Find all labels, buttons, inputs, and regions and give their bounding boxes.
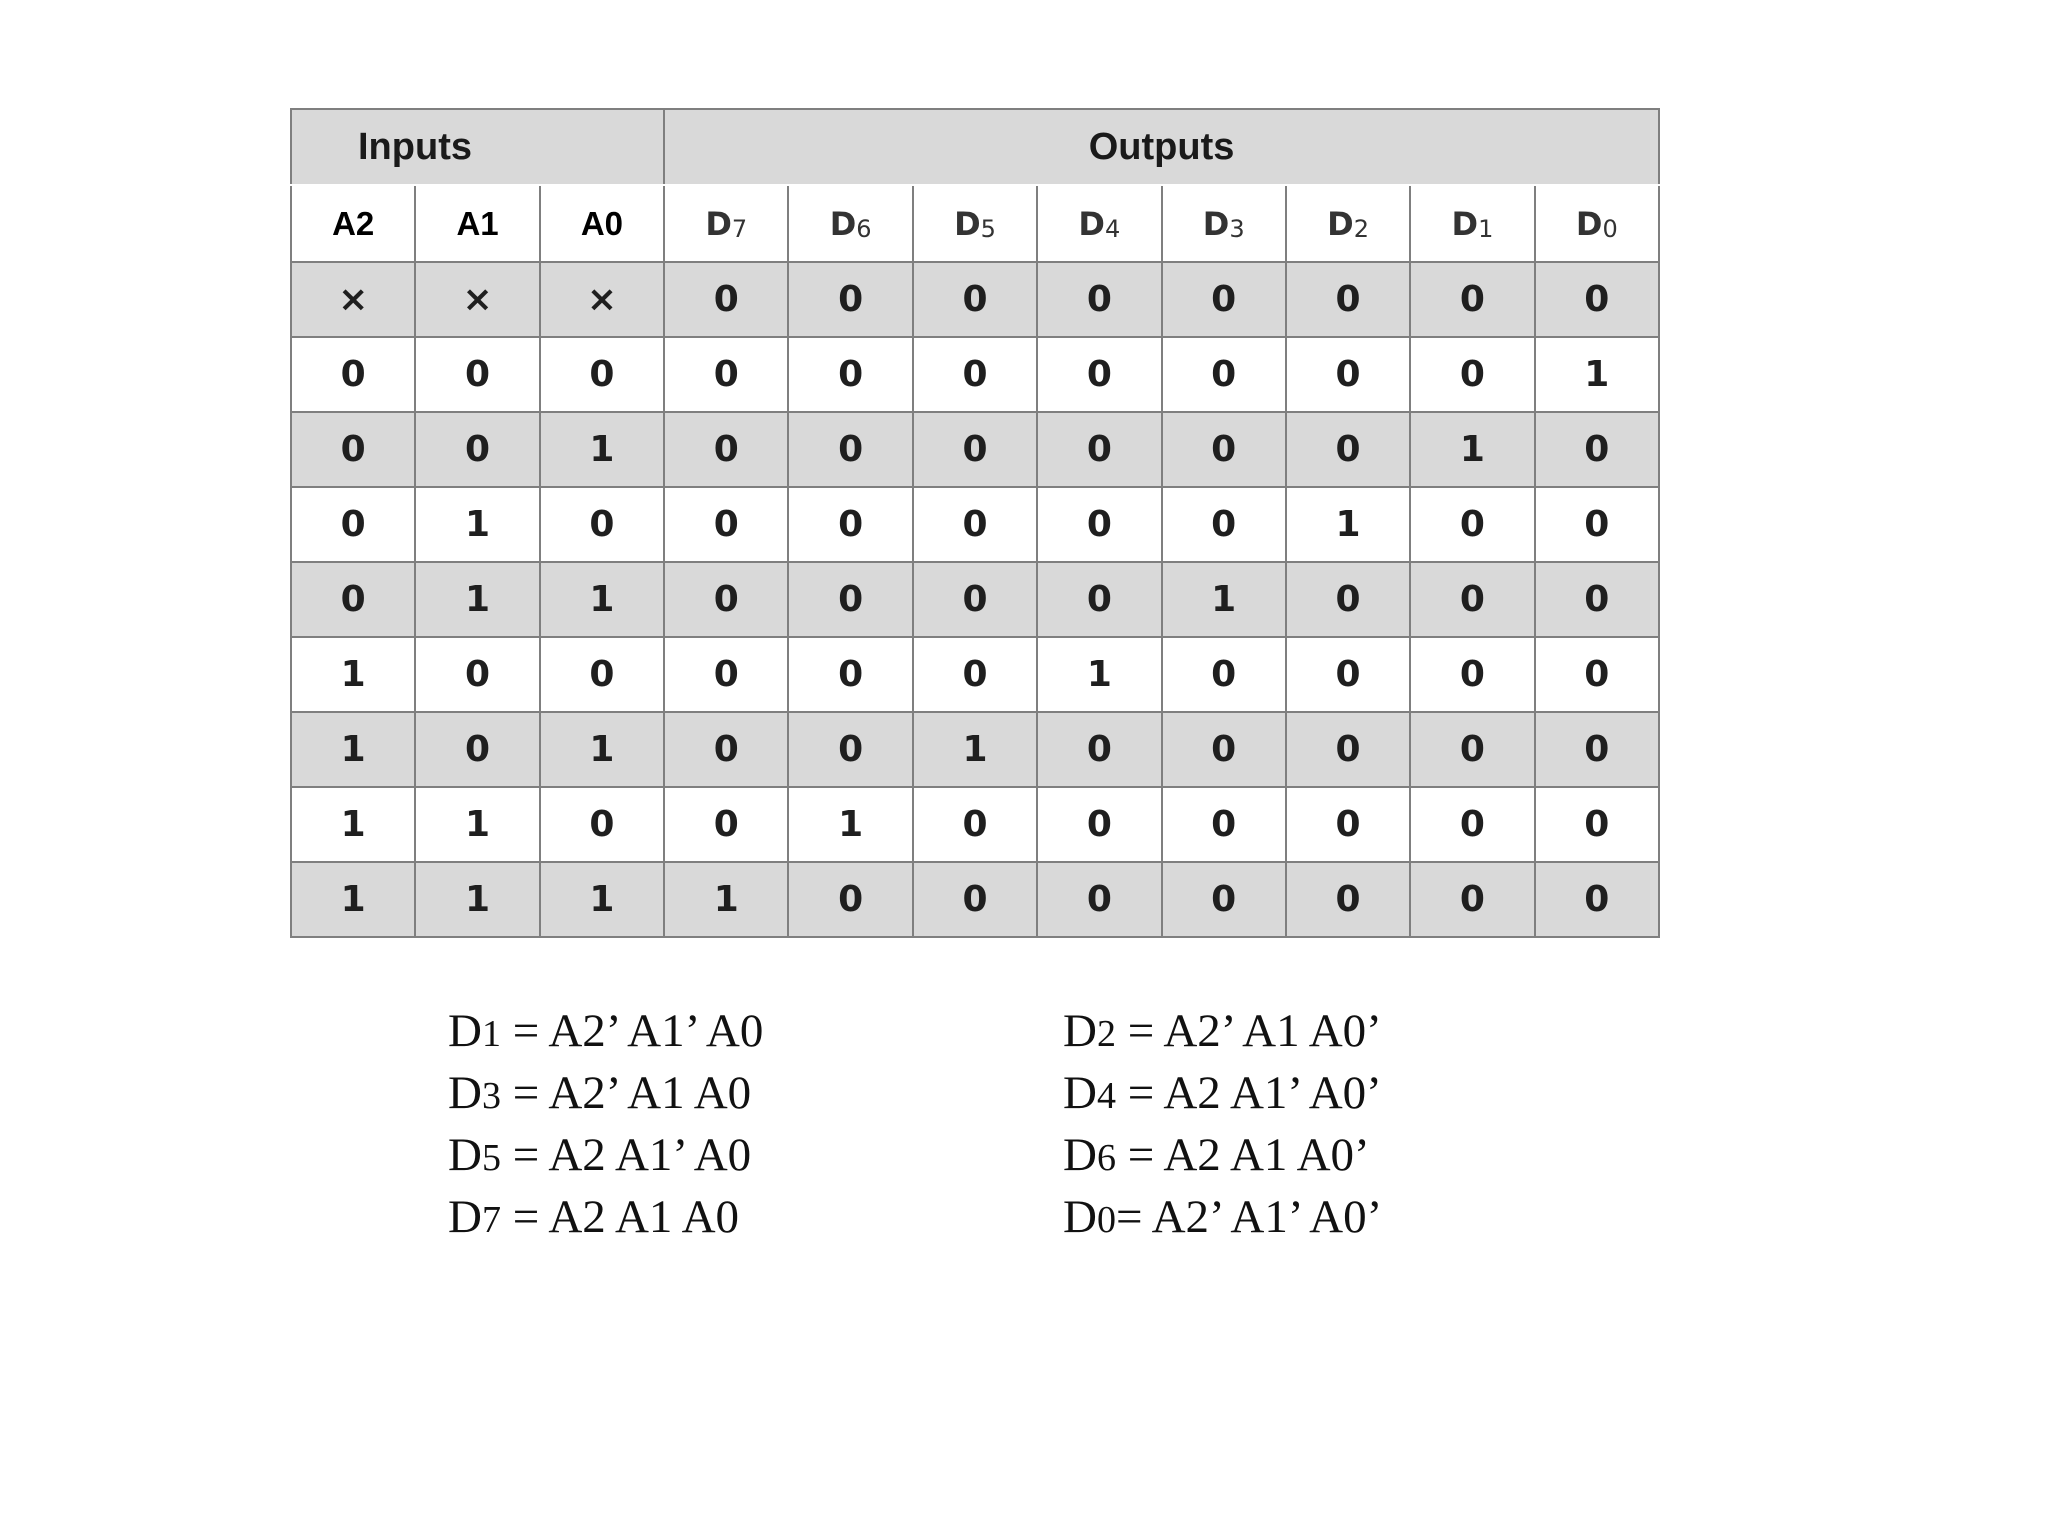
table-cell: 0 [1286,337,1410,412]
table-row [291,412,1659,487]
table-cell: 1 [540,562,664,637]
equation [1063,1124,1548,1186]
table-cell: 1 [1162,562,1286,637]
table-row [291,487,1659,562]
table-cell: 0 [913,862,1037,937]
table-cell: 0 [788,412,912,487]
table-cell: 0 [788,637,912,712]
equation-expression: = A2’ A1 A0 [500,1067,752,1119]
table-cell: 0 [1410,487,1534,562]
table-row [291,862,1659,937]
table-cell: 0 [1410,712,1534,787]
equation [448,1124,1063,1186]
table-cell: 0 [1162,712,1286,787]
column-header-a2: A2 [291,185,415,262]
decoder-truth-table [290,108,1660,938]
table-cell: × [291,262,415,337]
table-cell: 0 [291,562,415,637]
table-cell: 0 [664,262,788,337]
equation-output-letter: D [448,1191,482,1243]
equation-output-letter: D [448,1067,482,1119]
equation [1063,1186,1548,1248]
table-row [291,262,1659,337]
table-cell: 0 [415,712,539,787]
equation-output-index: 7 [481,1199,501,1241]
table-cell: 0 [1410,562,1534,637]
table-cell: × [415,262,539,337]
equation-output-index: 6 [1096,1137,1116,1179]
table-cell: 1 [540,712,664,787]
column-header-d6: D6 [788,185,912,262]
table-cell: 1 [291,862,415,937]
table-cell: 0 [1162,862,1286,937]
table-cell: 0 [788,487,912,562]
table-cell: 0 [1037,337,1161,412]
table-cell: 0 [1037,412,1161,487]
equation-expression: = A2 A1’ A0 [500,1129,752,1181]
column-header-row [291,185,1659,262]
equation-output-letter: D [1063,1129,1097,1181]
equation-expression: = A2 A1 A0 [500,1191,740,1243]
table-cell: 0 [913,412,1037,487]
equation [448,1186,1063,1248]
column-header-d4: D4 [1037,185,1161,262]
table-cell: 0 [1037,712,1161,787]
table-cell: 0 [1037,487,1161,562]
table-cell: 0 [1286,637,1410,712]
table-cell: 0 [1535,412,1659,487]
table-cell: 1 [1037,637,1161,712]
column-header-d0: D0 [1535,185,1659,262]
table-cell: 0 [788,712,912,787]
table-cell: 0 [664,487,788,562]
table-cell: 0 [1286,862,1410,937]
table-cell: 0 [1037,562,1161,637]
table-cell: 0 [1286,262,1410,337]
group-header-row [291,109,1659,185]
table-cell: × [540,262,664,337]
equation-expression: = A2 A1’ A0’ [1115,1067,1382,1119]
boolean-equations [448,1000,1548,1248]
table-row [291,712,1659,787]
table-cell: 0 [1286,412,1410,487]
table-cell: 0 [1037,262,1161,337]
table-cell: 0 [664,562,788,637]
equation-output-index: 2 [1096,1013,1116,1055]
table-cell: 1 [415,562,539,637]
outputs-group-header: Outputs [664,109,1659,185]
equation-output-index: 3 [481,1075,501,1117]
table-cell: 1 [540,862,664,937]
table-cell: 0 [291,337,415,412]
table-row [291,562,1659,637]
equation-output-letter: D [448,1005,482,1057]
table-cell: 0 [1162,412,1286,487]
table-cell: 0 [291,412,415,487]
equation [1063,1000,1548,1062]
table-cell: 0 [1410,787,1534,862]
table-cell: 0 [1410,337,1534,412]
table-cell: 1 [415,862,539,937]
table-cell: 0 [415,412,539,487]
table-cell: 0 [1410,262,1534,337]
column-header-d3: D3 [1162,185,1286,262]
equation-expression: = A2’ A1’ A0 [500,1005,764,1057]
table-cell: 0 [788,262,912,337]
column-header-d7: D7 [664,185,788,262]
table-cell: 0 [415,337,539,412]
table-cell: 0 [1535,562,1659,637]
table-cell: 0 [1286,712,1410,787]
equation-output-index: 4 [1096,1075,1116,1117]
table-cell: 0 [540,637,664,712]
table-cell: 0 [1037,787,1161,862]
column-header-d1: D1 [1410,185,1534,262]
table-cell: 0 [415,637,539,712]
table-cell: 0 [291,487,415,562]
table-cell: 0 [1535,487,1659,562]
equation-output-letter: D [1063,1005,1097,1057]
table-cell: 0 [788,862,912,937]
table-cell: 0 [664,637,788,712]
equation [448,1062,1063,1124]
table-cell: 0 [540,787,664,862]
table-cell: 0 [788,337,912,412]
table-cell: 0 [1535,637,1659,712]
table-cell: 1 [291,787,415,862]
table-row [291,787,1659,862]
table-cell: 1 [1535,337,1659,412]
equation-expression: = A2’ A1 A0’ [1115,1005,1382,1057]
table-cell: 0 [664,787,788,862]
table-cell: 0 [913,337,1037,412]
truth-table-body [291,262,1659,937]
equation [448,1000,1063,1062]
equation-output-index: 1 [481,1013,501,1055]
table-row [291,337,1659,412]
table-cell: 0 [664,337,788,412]
inputs-group-header: Inputs [291,109,664,185]
table-cell: 0 [913,787,1037,862]
table-cell: 1 [1410,412,1534,487]
equation-expression: = A2 A1 A0’ [1115,1129,1370,1181]
table-cell: 0 [664,712,788,787]
equation-output-letter: D [1063,1067,1097,1119]
table-cell: 0 [1410,637,1534,712]
equation-expression: = A2’ A1’ A0’ [1115,1191,1383,1243]
table-cell: 1 [291,637,415,712]
equation-output-letter: D [1063,1191,1097,1243]
table-cell: 1 [415,487,539,562]
table-cell: 0 [1037,862,1161,937]
table-cell: 1 [291,712,415,787]
table-cell: 0 [1535,262,1659,337]
table-cell: 0 [1286,787,1410,862]
column-header-d2: D2 [1286,185,1410,262]
table-cell: 0 [540,337,664,412]
table-row [291,637,1659,712]
table-cell: 1 [415,787,539,862]
table-cell: 0 [1535,712,1659,787]
table-cell: 0 [1286,562,1410,637]
table-cell: 1 [540,412,664,487]
table-cell: 0 [913,562,1037,637]
table-cell: 0 [1162,637,1286,712]
table-cell: 0 [540,487,664,562]
table-cell: 0 [1535,862,1659,937]
table-cell: 0 [1535,787,1659,862]
table-cell: 0 [913,637,1037,712]
table-cell: 0 [1162,337,1286,412]
equation [1063,1062,1548,1124]
table-cell: 1 [913,712,1037,787]
table-cell: 0 [1410,862,1534,937]
equation-output-index: 0 [1096,1199,1116,1241]
table-cell: 1 [788,787,912,862]
table-cell: 0 [664,412,788,487]
equation-output-letter: D [448,1129,482,1181]
table-cell: 1 [664,862,788,937]
column-header-a0: A0 [540,185,664,262]
equation-output-index: 5 [481,1137,501,1179]
table-cell: 0 [1162,787,1286,862]
column-header-a1: A1 [415,185,539,262]
table-cell: 0 [1162,262,1286,337]
table-cell: 0 [788,562,912,637]
table-cell: 1 [1286,487,1410,562]
column-header-d5: D5 [913,185,1037,262]
table-cell: 0 [913,262,1037,337]
table-cell: 0 [913,487,1037,562]
table-cell: 0 [1162,487,1286,562]
